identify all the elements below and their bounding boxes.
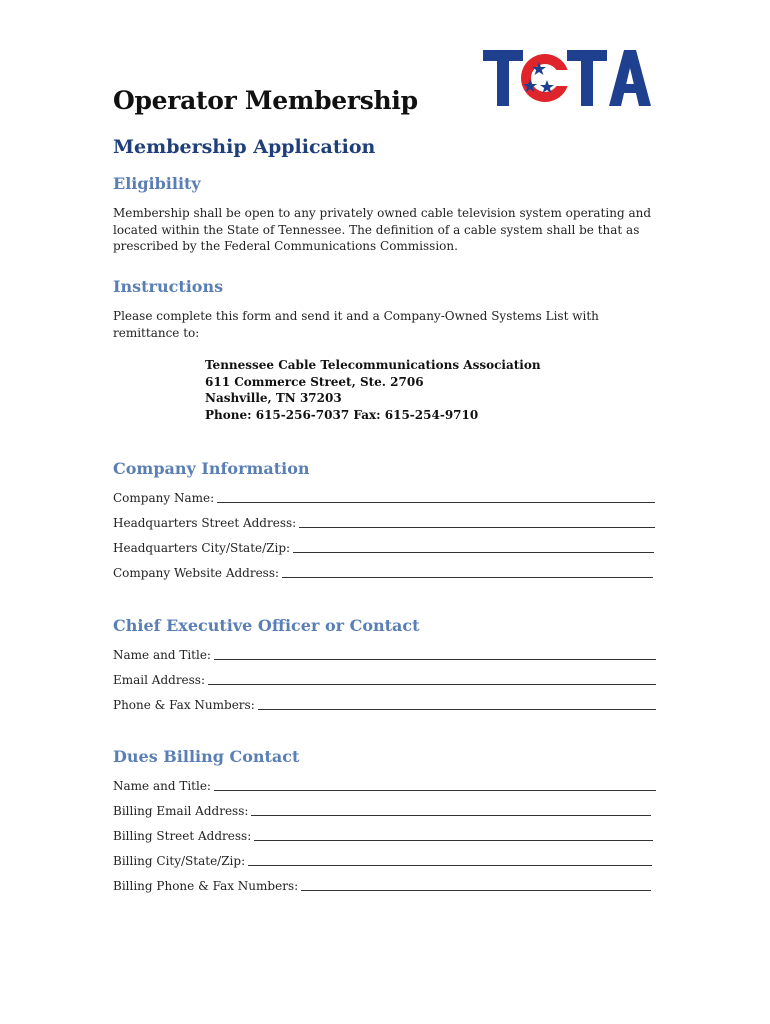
ceo-name-field [113,646,656,662]
hq-city-line[interactable] [293,540,654,553]
billing-name-field [113,777,656,793]
company-name-field [113,489,655,505]
field-label: Billing City/State/Zip: [113,854,246,868]
address-org: Tennessee Cable Telecommunications Association [205,358,541,372]
field-label: Headquarters Street Address: [113,516,297,530]
field-label: Email Address: [113,673,206,687]
billing-city-field [113,852,652,868]
billing-street-field [113,827,653,843]
address-city: Nashville, TN 37203 [205,391,342,405]
company-name-line[interactable] [217,490,655,503]
billing-city-line[interactable] [248,853,652,866]
field-label: Billing Street Address: [113,829,252,843]
field-label: Headquarters City/State/Zip: [113,541,291,555]
billing-phone-line[interactable] [301,878,651,891]
eligibility-heading: Eligibility [113,174,201,193]
instructions-heading: Instructions [113,277,224,296]
website-field [113,564,653,580]
page-subtitle: Membership Application [113,136,376,158]
ceo-email-field [113,671,656,687]
page-title: Operator Membership [113,86,418,115]
mailing-address [205,357,541,423]
hq-street-line[interactable] [299,515,655,528]
billing-email-field [113,802,651,818]
hq-street-field [113,514,655,530]
website-line[interactable] [282,565,653,578]
field-label: Phone & Fax Numbers: [113,698,255,712]
billing-phone-field [113,877,651,893]
address-street: 611 Commerce Street, Ste. 2706 [205,374,424,389]
instructions-text: Please complete this form and send it and a Company-Owned Systems List with remittance to: [113,309,599,340]
ceo-phone-field [113,696,656,712]
company-heading: Company Information [113,459,310,478]
ceo-heading: Chief Executive Officer or Contact [113,616,420,635]
tcta-logo [483,46,651,108]
field-label: Company Website Address: [113,566,280,580]
field-label: Billing Email Address: [113,804,249,818]
ceo-phone-line[interactable] [258,697,656,710]
hq-city-field [113,539,654,555]
ceo-email-line[interactable] [208,672,656,685]
field-label: Name and Title: [113,779,211,793]
billing-heading: Dues Billing Contact [113,747,300,766]
field-label: Billing Phone & Fax Numbers: [113,879,299,893]
eligibility-text: Membership shall be open to any privately owned cable television system operating and located within the State of Tennessee. The definition of a cable system shall be that as prescribed by the Federal Communications Commission. [113,206,652,253]
ceo-name-line[interactable] [214,647,656,660]
billing-email-line[interactable] [251,803,651,816]
billing-name-line[interactable] [214,778,656,791]
billing-street-line[interactable] [254,828,653,841]
address-phone-fax: Phone: 615-256-7037 Fax: 615-254-9710 [205,407,479,422]
field-label: Name and Title: [113,648,211,662]
field-label: Company Name: [113,491,215,505]
